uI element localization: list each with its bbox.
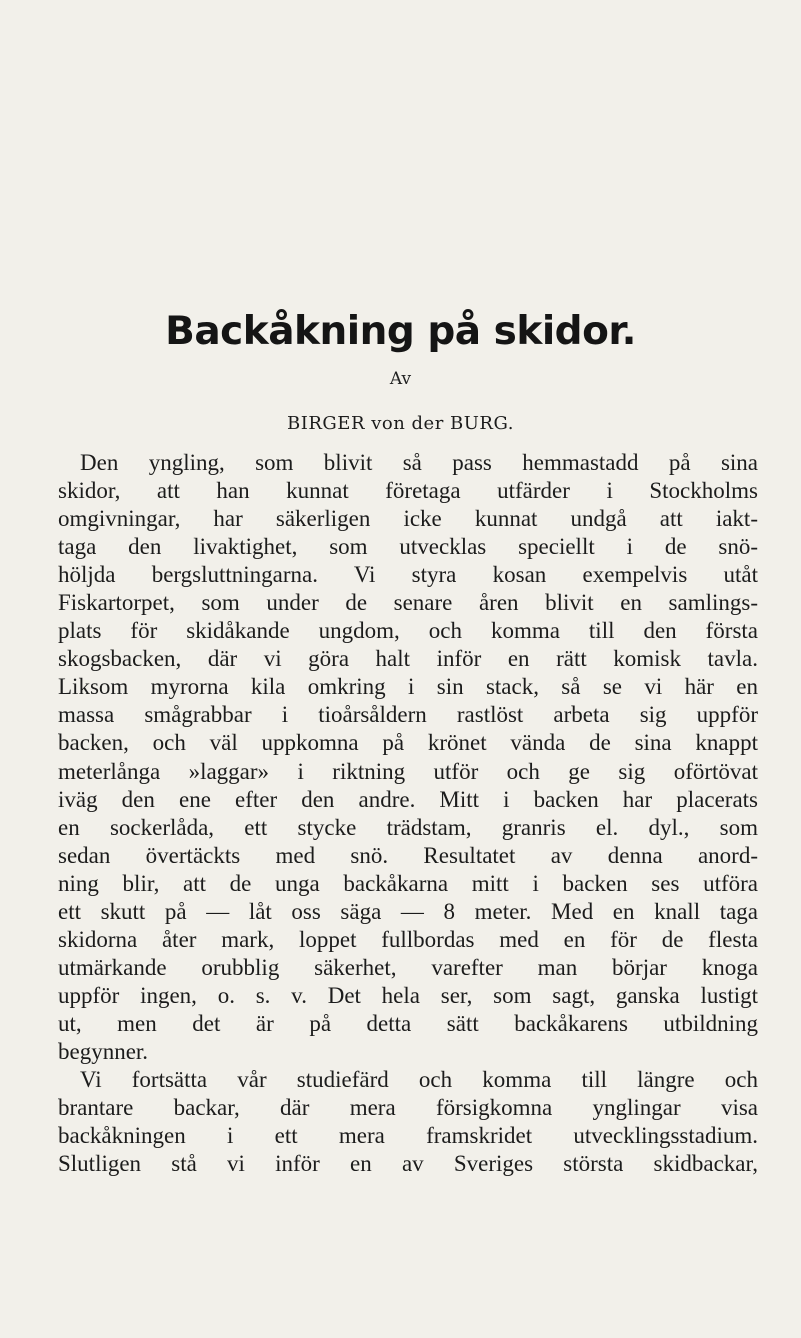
body-line: backen, och väl uppkomna på krönet vända de sina knappt <box>58 730 758 756</box>
body-line: sedan övertäckts med snö. Resultatet av denna anord- <box>58 842 758 868</box>
article-title: Backåkning på skidor. <box>165 309 636 354</box>
body-line: ning blir, att de unga backåkarna mitt i backen ses utföra <box>58 870 758 896</box>
author-name: BIRGER von der BURG. <box>287 413 514 434</box>
body-line: skidor, att han kunnat företaga utfärder i Stockholms <box>58 478 758 504</box>
body-line: höljda bergsluttningarna. Vi styra kosan exempelvis utåt <box>58 562 758 588</box>
body-line: skidorna åter mark, loppet fullbordas med en för de flesta <box>58 926 758 952</box>
body-line: iväg den ene efter den andre. Mitt i backen har placerats <box>58 786 758 812</box>
body-line: backåkningen i ett mera framskridet utvecklingsstadium. <box>58 1123 758 1149</box>
body-line: Liksom myrorna kila omkring i sin stack, så se vi här en <box>58 674 758 700</box>
body-line: taga den livaktighet, som utvecklas speciellt i de snö- <box>58 534 758 560</box>
body-line: meterlånga »laggar» i riktning utför och ge sig oförtövat <box>58 758 758 784</box>
body-line: ett skutt på — låt oss säga — 8 meter. Med en knall taga <box>58 898 758 924</box>
body-line: massa smågrabbar i tioårsåldern rastlöst arbeta sig uppför <box>58 702 758 728</box>
body-line: ut, men det är på detta sätt backåkarens utbildning <box>58 1010 758 1036</box>
body-line: Slutligen stå vi inför en av Sveriges största skidbackar, <box>58 1151 758 1177</box>
body-line: Vi fortsätta vår studiefärd och komma till längre och <box>80 1067 758 1093</box>
body-line: Fiskartorpet, som under de senare åren blivit en samlings- <box>58 590 758 616</box>
body-line: skogsbacken, där vi göra halt inför en rätt komisk tavla. <box>58 646 758 672</box>
byline-prefix: Av <box>389 369 412 389</box>
body-line: omgivningar, har säkerligen icke kunnat undgå att iakt- <box>58 506 758 532</box>
body-line: plats för skidåkande ungdom, och komma till den första <box>58 618 758 644</box>
body-line: uppför ingen, o. s. v. Det hela ser, som sagt, ganska lustigt <box>58 982 758 1008</box>
body-line: Den yngling, som blivit så pass hemmastadd på sina <box>80 450 758 475</box>
body-line: begynner. <box>58 1038 149 1064</box>
body-line: en sockerlåda, ett stycke trädstam, granris el. dyl., som <box>58 814 758 840</box>
article-body <box>58 449 758 1178</box>
body-line: brantare backar, där mera försigkomna ynglingar visa <box>58 1095 758 1121</box>
body-line: utmärkande orubblig säkerhet, varefter man börjar knoga <box>58 954 758 980</box>
